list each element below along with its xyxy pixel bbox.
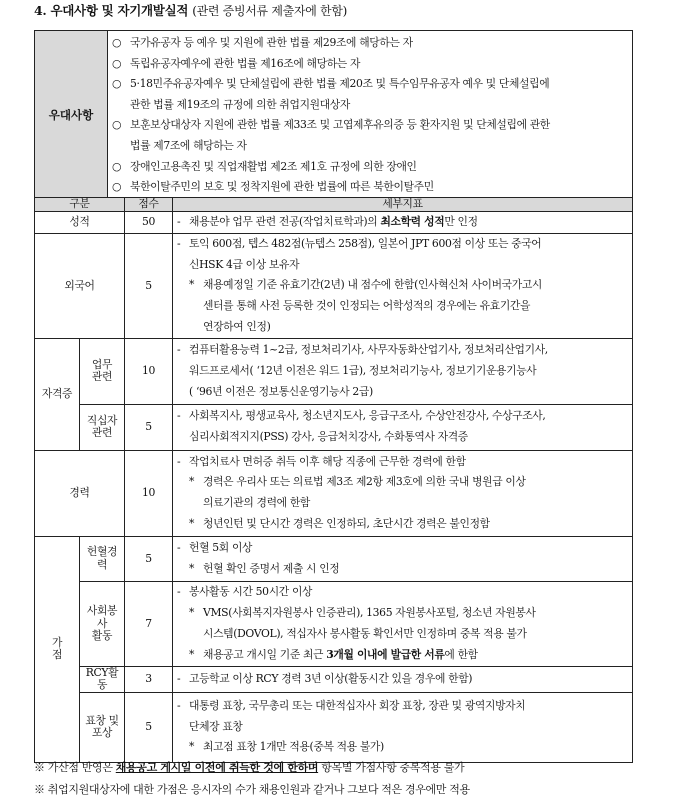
bullet-marker: ○ [112, 56, 122, 70]
volunteer-detail: - 봉사활동 시간 50시간 이상 * VMS(사회복지자원봉사 인증관리), 1365 자원봉사포털, 청소년 자원봉사 시스템(DOVOL), 적십자사 봉사활동 확인서만 인정하며 중복 적용 불가 * 채용공고 개시일 기준 최근 3개월 이내에 발급한 서류에 한함 [173, 581, 633, 666]
cert-work-score: 10 [125, 338, 173, 404]
row-language [35, 233, 633, 338]
award-label: 표창 및 포상 [80, 692, 125, 762]
rcy-label: RCY활동 [80, 666, 125, 692]
cert-work-detail: - 컴퓨터활용능력 1~2급, 정보처리기사, 사무자동화산업기사, 정보처리산업기사, 워드프로세서( ‘12년 이전은 워드 1급), 정보처리기능사, 정보기기운용기능사 ( ‘96년 이전은 정보통신운영기능사 2급) [173, 338, 633, 404]
preferential-list [108, 31, 632, 200]
preferential-header: 우대사항 [35, 31, 108, 201]
bullet-marker: ○ [112, 159, 122, 173]
preferential-item: ○ 5·18민주유공자예우 및 단체설립에 관한 법률 제20조 및 특수임무유공자 예우 및 단체설립에 [112, 74, 628, 95]
header-detail: 세부지표 [173, 198, 633, 212]
cert-label: 자격증 [35, 338, 80, 450]
grades-detail: - 채용분야 업무 관련 전공(작업치료학과)의 최소학력 성적만 인정 [173, 212, 633, 234]
award-score: 5 [125, 692, 173, 762]
preferential-list-cell [108, 31, 633, 201]
language-detail: - 토익 600점, 텝스 482점(뉴텝스 258점), 일본어 JPT 600점 이상 또는 중국어 신HSK 4급 이상 보유자 * 채용예정일 기준 유효기간(2년) 내 점수에 한함(인사혁신처 사이버국가고시 센터를 통해 사전 등록한 것이 인정되는 어학성적의 경우에는 유효기간을 연장하여 인정) [173, 233, 633, 338]
section-title-main: 4. 우대사항 및 자기개발실적 [34, 3, 189, 18]
row-rcy [35, 666, 633, 692]
row-grades [35, 212, 633, 234]
cert-work-label: 업무 관련 [80, 338, 125, 404]
preferential-item: ○ 독립유공자예우에 관한 법률 제16조에 해당하는 자 [112, 54, 628, 75]
row-award [35, 692, 633, 762]
row-career [35, 450, 633, 536]
career-label: 경력 [35, 450, 125, 536]
cert-job-score: 5 [125, 404, 173, 450]
preferential-item-cont: 법률 제7조에 해당하는 자 [130, 138, 247, 152]
blood-score: 5 [125, 536, 173, 581]
criteria-table [34, 197, 633, 763]
award-detail: - 대통령 표창, 국무총리 또는 대한적십자사 회장 표창, 장관 및 광역지방자치 단체장 표창 * 최고점 표창 1개만 적용(중복 적용 불가) [173, 692, 633, 762]
bullet-marker: ○ [112, 77, 122, 91]
row-cert-job [35, 404, 633, 450]
preferential-item: ○ 국가유공자 등 예우 및 지원에 관한 법률 제29조에 해당하는 자 [112, 33, 628, 54]
header-score: 점수 [125, 198, 173, 212]
preferential-item-cont: 관한 법률 제19조의 규정에 의한 취업지원대상자 [130, 97, 350, 111]
preferential-table [34, 30, 633, 201]
bonus-label: 가 점 [35, 536, 80, 762]
preferential-item: ○ 장애인고용촉진 및 직업재활법 제2조 제1호 규정에 의한 장애인 [112, 157, 628, 178]
preferential-item: ○ 보훈보상대상자 지원에 관한 법률 제33조 및 고엽제후유의증 등 환자지원 및 단체설립에 관한 [112, 115, 628, 136]
blood-label: 헌혈경력 [80, 536, 125, 581]
cert-job-detail: - 사회복지사, 평생교육사, 청소년지도사, 응급구조사, 수상안전강사, 수상구조사, 심리사회적지지(PSS) 강사, 응급처치강사, 수화통역사 자격증 [173, 404, 633, 450]
section-title-sub: (관련 증빙서류 제출자에 한함) [192, 4, 348, 18]
row-blood [35, 536, 633, 581]
cert-job-label: 직십자 관련 [80, 404, 125, 450]
career-detail: - 작업치료사 면허증 취득 이후 해당 직종에 근무한 경력에 한함 * 경력은 우리사 또는 의료법 제3조 제2항 제3호에 의한 국내 병원급 이상 의료기관의 경력에 한함 * 청년인턴 및 단시간 경력은 인정하되, 초단시간 경력은 불인정함 [173, 450, 633, 536]
row-volunteer [35, 581, 633, 666]
rcy-score: 3 [125, 666, 173, 692]
grades-score: 50 [125, 212, 173, 234]
rcy-detail: - 고등학교 이상 RCY 경력 3년 이상(활동시간 있을 경우에 한함) [173, 666, 633, 692]
career-score: 10 [125, 450, 173, 536]
note-bonus: ※ 가산점 반영은 채용공고 게시일 이전에 취득한 것에 한하며 항목별 가점사항 중복적용 불가 [34, 761, 465, 774]
header-category: 구분 [35, 198, 125, 212]
note-employment-support: ※ 취업지원대상자에 대한 가점은 응시자의 수가 채용인원과 같거나 그보다 적은 경우에만 적용 [34, 783, 470, 796]
criteria-header-row [35, 198, 633, 212]
blood-detail: - 헌혈 5회 이상 * 헌혈 확인 증명서 제출 시 인정 [173, 536, 633, 581]
bullet-marker: ○ [112, 180, 122, 194]
section-title [34, 4, 347, 19]
row-cert-work [35, 338, 633, 404]
preferential-item: ○ 북한이탈주민의 보호 및 정착지원에 관한 법률에 따른 북한이탈주민 [112, 177, 628, 198]
grades-label: 성적 [35, 212, 125, 234]
language-label: 외국어 [35, 233, 125, 338]
language-score: 5 [125, 233, 173, 338]
volunteer-label: 사회봉사 활동 [80, 581, 125, 666]
bullet-marker: ○ [112, 118, 122, 132]
bullet-marker: ○ [112, 36, 122, 49]
volunteer-score: 7 [125, 581, 173, 666]
